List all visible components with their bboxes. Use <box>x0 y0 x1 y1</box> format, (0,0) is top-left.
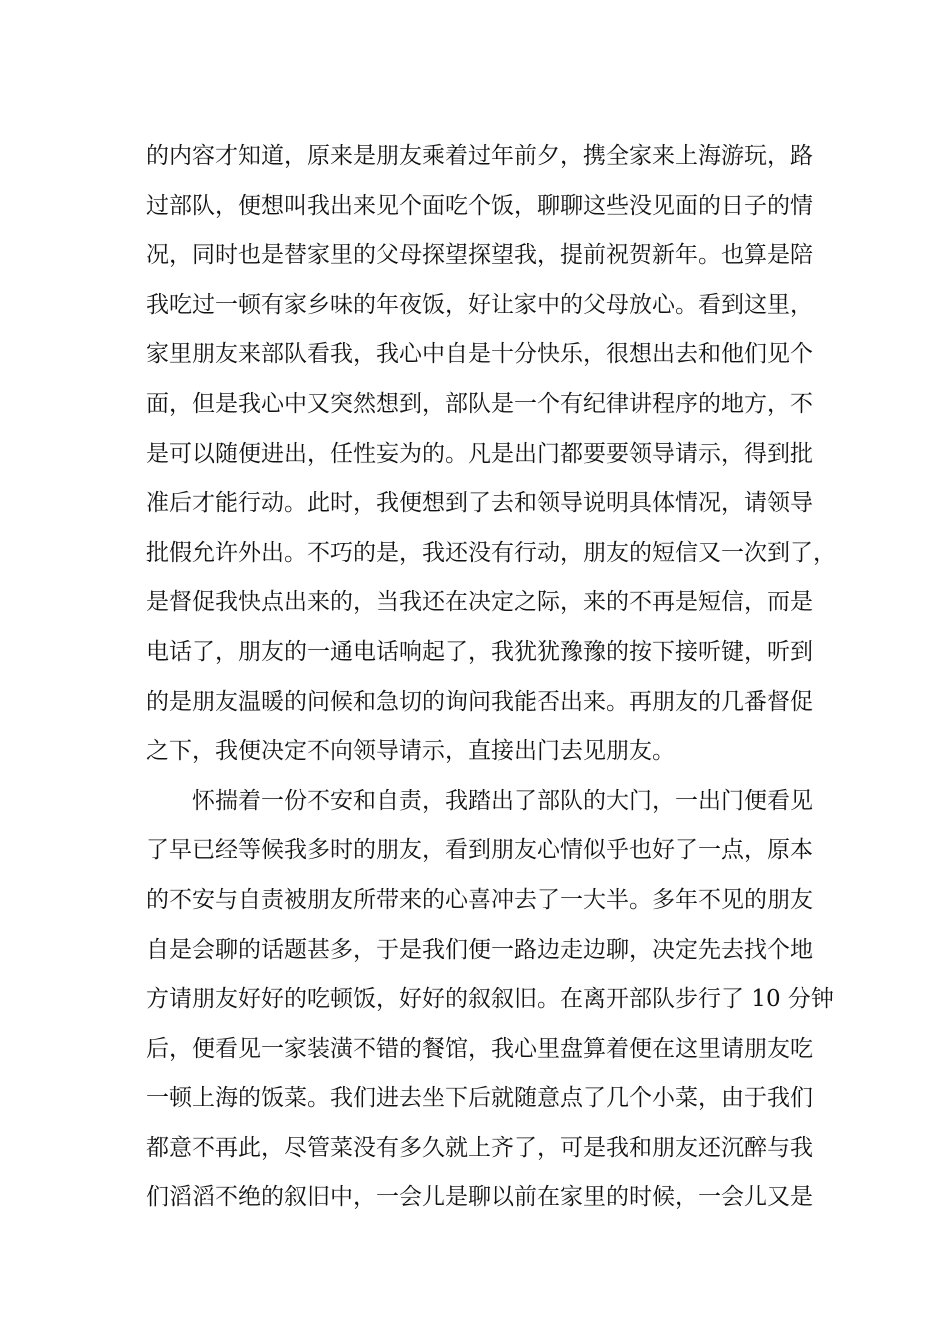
text-line: 批假允许外出。不巧的是，我还没有行动，朋友的短信又一次到了， <box>146 539 836 566</box>
text-line: 了早已经等候我多时的朋友，看到朋友心情似乎也好了一点，原本 <box>146 837 813 864</box>
text-line: 电话了，朋友的一通电话响起了，我犹犹豫豫的按下接听键，听到 <box>146 638 813 665</box>
text-line: 之下，我便决定不向领导请示，直接出门去见朋友。 <box>146 738 675 765</box>
text-line: 们滔滔不绝的叙旧中，一会儿是聊以前在家里的时候，一会儿又是 <box>146 1184 813 1211</box>
paragraph-start-line: 怀揣着一份不安和自责，我踏出了部队的大门，一出门便看见 <box>192 787 813 814</box>
text-line: 是督促我快点出来的，当我还在决定之际，来的不再是短信，而是 <box>146 589 813 616</box>
text-line: 都意不再此，尽管菜没有多久就上齐了，可是我和朋友还沉醉与我 <box>146 1134 813 1161</box>
body-text <box>146 132 836 1223</box>
text-line: 自是会聊的话题甚多，于是我们便一路边走边聊，决定先去找个地 <box>146 936 813 963</box>
text-line: 面，但是我心中又突然想到，部队是一个有纪律讲程序的地方，不 <box>146 390 813 417</box>
text-line: 的是朋友温暖的问候和急切的询问我能否出来。再朋友的几番督促 <box>146 688 813 715</box>
text-line: 后，便看见一家装潢不错的餐馆，我心里盘算着便在这里请朋友吃 <box>146 1035 813 1062</box>
text-line: 一顿上海的饭菜。我们进去坐下后就随意点了几个小菜，由于我们 <box>146 1085 813 1112</box>
text-line: 的内容才知道，原来是朋友乘着过年前夕，携全家来上海游玩，路 <box>146 143 813 169</box>
text-line: 的不安与自责被朋友所带来的心喜冲去了一大半。多年不见的朋友 <box>146 886 813 913</box>
text-line: 况，同时也是替家里的父母探望探望我，提前祝贺新年。也算是陪 <box>146 242 813 269</box>
text-line: 我吃过一顿有家乡味的年夜饭，好让家中的父母放心。看到这里， <box>146 291 813 318</box>
text-line: 家里朋友来部队看我，我心中自是十分快乐，很想出去和他们见个 <box>146 341 813 368</box>
text-line: 是可以随便进出，任性妄为的。凡是出门都要要领导请示，得到批 <box>146 440 813 467</box>
text-line: 方请朋友好好的吃顿饭，好好的叙叙旧。在离开部队步行了 10 分钟 <box>146 986 834 1013</box>
text-line: 过部队，便想叫我出来见个面吃个饭，聊聊这些没见面的日子的情 <box>146 192 813 219</box>
text-line: 准后才能行动。此时，我便想到了去和领导说明具体情况，请领导 <box>146 490 813 517</box>
